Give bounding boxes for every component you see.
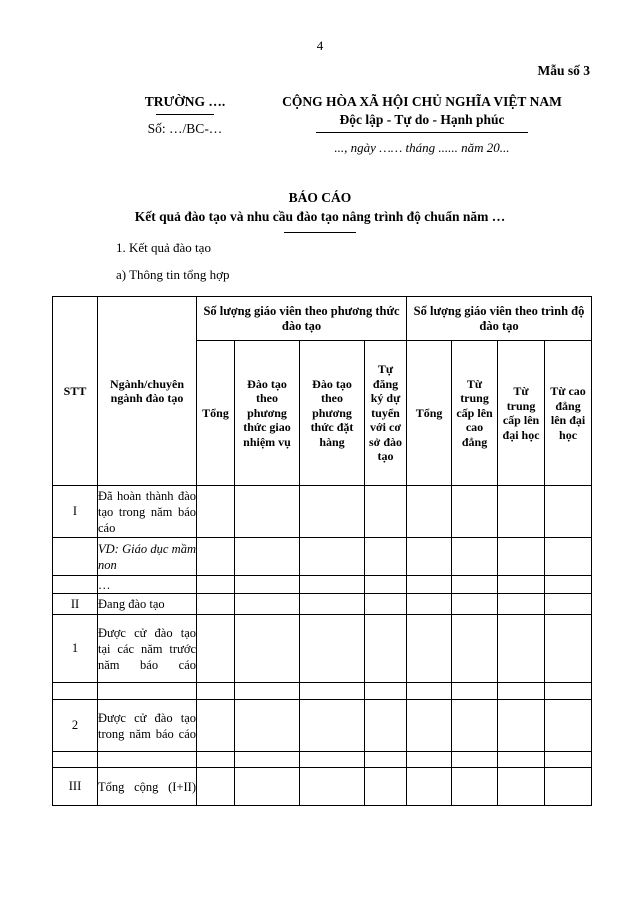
data-cell[interactable] (498, 486, 545, 538)
header-level-college-to-uni: Từ cao đẳng lên đại học (545, 341, 592, 486)
data-cell[interactable] (365, 538, 407, 576)
row-label: Được cử đào tạo trong năm báo cáo (98, 700, 197, 752)
header-method-total: Tổng (197, 341, 235, 486)
data-cell[interactable] (300, 594, 365, 615)
data-cell[interactable] (407, 576, 452, 594)
table-body (53, 486, 592, 806)
table-head (53, 297, 592, 486)
data-cell[interactable] (197, 683, 235, 700)
data-cell[interactable] (498, 538, 545, 576)
data-cell[interactable] (197, 594, 235, 615)
data-cell[interactable] (365, 752, 407, 768)
header-left-block (110, 93, 260, 137)
data-cell[interactable] (498, 768, 545, 806)
table-header-row-groups (53, 297, 592, 341)
table-row (53, 700, 592, 752)
data-cell[interactable] (300, 576, 365, 594)
data-cell[interactable] (407, 700, 452, 752)
table-row (53, 576, 592, 594)
row-label: Đang đào tạo (98, 594, 197, 615)
document-number: Số: …/BC-… (147, 121, 223, 136)
row-index (53, 538, 98, 576)
data-cell[interactable] (235, 538, 300, 576)
data-cell[interactable] (545, 752, 592, 768)
data-cell[interactable] (300, 615, 365, 683)
data-cell[interactable] (197, 700, 235, 752)
data-cell[interactable] (235, 683, 300, 700)
data-cell[interactable] (407, 752, 452, 768)
data-cell[interactable] (235, 768, 300, 806)
data-cell[interactable] (545, 538, 592, 576)
data-cell[interactable] (235, 700, 300, 752)
data-cell[interactable] (235, 486, 300, 538)
table-row (53, 683, 592, 700)
data-cell[interactable] (498, 683, 545, 700)
data-cell[interactable] (452, 486, 498, 538)
row-label: Được cử đào tạo tại các năm trước năm báo cáo (98, 615, 197, 683)
page-number: 4 (316, 38, 324, 53)
table-row (53, 538, 592, 576)
data-cell[interactable] (545, 683, 592, 700)
data-cell[interactable] (498, 594, 545, 615)
form-code: Mẫu số 3 (537, 63, 590, 78)
data-cell[interactable] (365, 486, 407, 538)
table-row (53, 486, 592, 538)
data-cell[interactable] (452, 683, 498, 700)
report-title-block (0, 188, 640, 233)
data-cell[interactable] (498, 576, 545, 594)
data-cell[interactable] (300, 768, 365, 806)
data-cell[interactable] (197, 752, 235, 768)
data-cell[interactable] (235, 615, 300, 683)
data-cell[interactable] (545, 615, 592, 683)
data-cell[interactable] (407, 594, 452, 615)
report-subtitle: Kết quả đào tạo và nhu cầu đào tạo nâng trình độ chuẩn năm … (134, 209, 506, 224)
data-cell[interactable] (197, 538, 235, 576)
data-cell[interactable] (365, 576, 407, 594)
data-cell[interactable] (452, 752, 498, 768)
header-right-block (252, 93, 592, 156)
row-label (98, 752, 197, 768)
data-cell[interactable] (235, 594, 300, 615)
table-row (53, 615, 592, 683)
header-method-assigned: Đào tạo theo phương thức giao nhiệm vụ (235, 341, 300, 486)
data-cell[interactable] (407, 615, 452, 683)
data-cell[interactable] (452, 768, 498, 806)
data-cell[interactable] (545, 594, 592, 615)
row-index (53, 752, 98, 768)
header-level-inter-to-uni: Từ trung cấp lên đại học (498, 341, 545, 486)
row-index: 1 (53, 615, 98, 683)
data-cell[interactable] (407, 683, 452, 700)
row-index (53, 576, 98, 594)
table-row (53, 752, 592, 768)
report-title: BÁO CÁO (288, 190, 352, 205)
row-index: I (53, 486, 98, 538)
row-label: Tổng cộng (I+II) (98, 768, 197, 806)
data-cell[interactable] (365, 683, 407, 700)
data-cell[interactable] (300, 752, 365, 768)
data-cell[interactable] (300, 538, 365, 576)
data-cell[interactable] (300, 683, 365, 700)
national-motto: Độc lập - Tự do - Hạnh phúc (339, 112, 505, 127)
header-level-inter-to-college: Từ trung cấp lên cao đẳng (452, 341, 498, 486)
row-label: VD: Giáo dục mầm non (98, 538, 197, 576)
data-cell[interactable] (452, 594, 498, 615)
data-cell[interactable] (545, 768, 592, 806)
motto-divider (316, 132, 528, 133)
header-group-by-level: Số lượng giáo viên theo trình độ đào tạo (407, 297, 592, 341)
data-cell[interactable] (407, 538, 452, 576)
header-group-by-method: Số lượng giáo viên theo phương thức đào tạo (197, 297, 407, 341)
data-cell[interactable] (498, 752, 545, 768)
data-cell[interactable] (545, 700, 592, 752)
header-stt: STT (53, 297, 98, 486)
report-table-wrapper (52, 296, 591, 806)
data-cell[interactable] (545, 576, 592, 594)
row-index: 2 (53, 700, 98, 752)
header-method-order: Đào tạo theo phương thức đặt hàng (300, 341, 365, 486)
data-cell[interactable] (452, 576, 498, 594)
data-cell[interactable] (365, 768, 407, 806)
data-cell[interactable] (407, 486, 452, 538)
report-table (52, 296, 592, 806)
data-cell[interactable] (197, 768, 235, 806)
document-header (52, 93, 592, 173)
row-index: II (53, 594, 98, 615)
data-cell[interactable] (498, 615, 545, 683)
data-cell[interactable] (545, 486, 592, 538)
data-cell[interactable] (197, 576, 235, 594)
header-level-total: Tổng (407, 341, 452, 486)
data-cell[interactable] (300, 486, 365, 538)
dateline: ..., ngày …… tháng ...... năm 20... (334, 140, 510, 155)
school-divider (156, 114, 214, 115)
header-major: Ngành/chuyên ngành đào tạo (98, 297, 197, 486)
row-index: III (53, 768, 98, 806)
row-index (53, 683, 98, 700)
data-cell[interactable] (365, 700, 407, 752)
table-row (53, 768, 592, 806)
data-cell[interactable] (452, 615, 498, 683)
section-heading-1: 1. Kết quả đào tạo (116, 240, 211, 255)
row-label: … (98, 576, 197, 594)
data-cell[interactable] (300, 700, 365, 752)
section-heading-a: a) Thông tin tổng hợp (116, 267, 230, 282)
data-cell[interactable] (452, 538, 498, 576)
row-label (98, 683, 197, 700)
data-cell[interactable] (407, 768, 452, 806)
title-divider (284, 232, 356, 233)
national-title: CỘNG HÒA XÃ HỘI CHỦ NGHĨA VIỆT NAM (282, 94, 562, 109)
data-cell[interactable] (235, 752, 300, 768)
row-label: Đã hoàn thành đào tạo trong năm báo cáo (98, 486, 197, 538)
data-cell[interactable] (235, 576, 300, 594)
data-cell[interactable] (197, 615, 235, 683)
data-cell[interactable] (365, 615, 407, 683)
table-row (53, 594, 592, 615)
school-name: TRƯỜNG …. (144, 94, 226, 109)
data-cell[interactable] (452, 700, 498, 752)
header-method-self: Tự đăng ký dự tuyển với cơ sở đào tạo (365, 341, 407, 486)
data-cell[interactable] (365, 594, 407, 615)
data-cell[interactable] (197, 486, 235, 538)
data-cell[interactable] (498, 700, 545, 752)
